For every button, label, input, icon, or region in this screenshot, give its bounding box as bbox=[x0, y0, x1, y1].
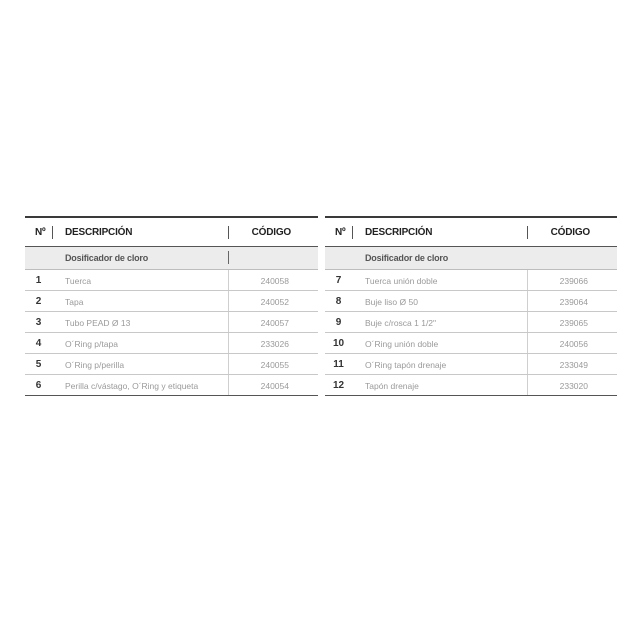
row-number: 3 bbox=[35, 317, 42, 328]
row-divider bbox=[228, 291, 229, 311]
row-divider bbox=[228, 375, 229, 395]
row-divider bbox=[527, 375, 528, 395]
row-number: 7 bbox=[335, 275, 342, 286]
row-code: 240054 bbox=[260, 381, 289, 391]
row-number: 10 bbox=[332, 338, 345, 349]
group-label: Dosificador de cloro bbox=[65, 253, 149, 263]
table-row bbox=[325, 312, 617, 333]
table-row bbox=[25, 270, 318, 291]
row-description: O´Ring unión doble bbox=[365, 339, 439, 349]
header-divider bbox=[527, 226, 528, 239]
row-description: Tuerca unión doble bbox=[365, 276, 438, 286]
row-number: 2 bbox=[35, 296, 42, 307]
group-divider bbox=[228, 251, 229, 264]
table-row bbox=[325, 375, 617, 396]
row-divider bbox=[527, 270, 528, 290]
row-number: 5 bbox=[35, 359, 42, 370]
header-divider bbox=[352, 226, 353, 239]
row-code: 233026 bbox=[260, 339, 289, 349]
row-description: Tubo PEAD Ø 13 bbox=[65, 318, 131, 328]
row-divider bbox=[228, 312, 229, 332]
row-number: 12 bbox=[332, 380, 345, 391]
row-code: 240057 bbox=[260, 318, 289, 328]
group-row bbox=[25, 247, 318, 270]
row-description: O´Ring tapón drenaje bbox=[365, 360, 447, 370]
row-description: O´Ring p/perilla bbox=[65, 360, 125, 370]
row-code: 240056 bbox=[559, 339, 588, 349]
row-divider bbox=[527, 354, 528, 374]
header-divider bbox=[228, 226, 229, 239]
row-number: 9 bbox=[335, 317, 342, 328]
header-description: DESCRIPCIÓN bbox=[365, 227, 433, 238]
row-number: 11 bbox=[333, 359, 344, 370]
parts-table-right bbox=[325, 216, 617, 391]
row-code: 239066 bbox=[559, 276, 588, 286]
row-description: Buje c/rosca 1 1/2" bbox=[365, 318, 437, 328]
row-code: 239065 bbox=[559, 318, 588, 328]
row-code: 233020 bbox=[559, 381, 588, 391]
row-divider bbox=[527, 333, 528, 353]
header-description: DESCRIPCIÓN bbox=[65, 227, 133, 238]
row-divider bbox=[228, 354, 229, 374]
row-number: 1 bbox=[35, 275, 42, 286]
row-description: Tuerca bbox=[65, 276, 92, 286]
parts-table-left bbox=[25, 216, 318, 391]
group-label: Dosificador de cloro bbox=[365, 253, 449, 263]
table-header bbox=[25, 218, 318, 246]
group-row bbox=[325, 247, 617, 270]
row-number: 4 bbox=[35, 338, 42, 349]
header-code: CÓDIGO bbox=[251, 227, 291, 238]
header-number: Nº bbox=[35, 227, 46, 238]
table-row bbox=[325, 333, 617, 354]
row-code: 240058 bbox=[260, 276, 289, 286]
table-row bbox=[25, 333, 318, 354]
row-description: Buje liso Ø 50 bbox=[365, 297, 418, 307]
table-header bbox=[325, 218, 617, 246]
row-description: O´Ring p/tapa bbox=[65, 339, 118, 349]
row-code: 239064 bbox=[559, 297, 588, 307]
row-divider bbox=[527, 291, 528, 311]
table-row bbox=[25, 312, 318, 333]
row-code: 240055 bbox=[260, 360, 289, 370]
row-divider bbox=[228, 333, 229, 353]
row-description: Perilla c/vástago, O´Ring y etiqueta bbox=[65, 381, 199, 391]
table-row bbox=[325, 291, 617, 312]
header-number: Nº bbox=[335, 227, 346, 238]
table-row bbox=[325, 270, 617, 291]
row-code: 233049 bbox=[559, 360, 588, 370]
table-row bbox=[25, 354, 318, 375]
row-description: Tapón drenaje bbox=[365, 381, 419, 391]
table-row bbox=[25, 291, 318, 312]
row-description: Tapa bbox=[65, 297, 84, 307]
header-divider bbox=[52, 226, 53, 239]
row-code: 240052 bbox=[260, 297, 289, 307]
row-number: 6 bbox=[35, 380, 42, 391]
row-number: 8 bbox=[335, 296, 342, 307]
row-divider bbox=[228, 270, 229, 290]
header-code: CÓDIGO bbox=[550, 227, 590, 238]
table-row bbox=[325, 354, 617, 375]
table-row bbox=[25, 375, 318, 396]
row-divider bbox=[527, 312, 528, 332]
